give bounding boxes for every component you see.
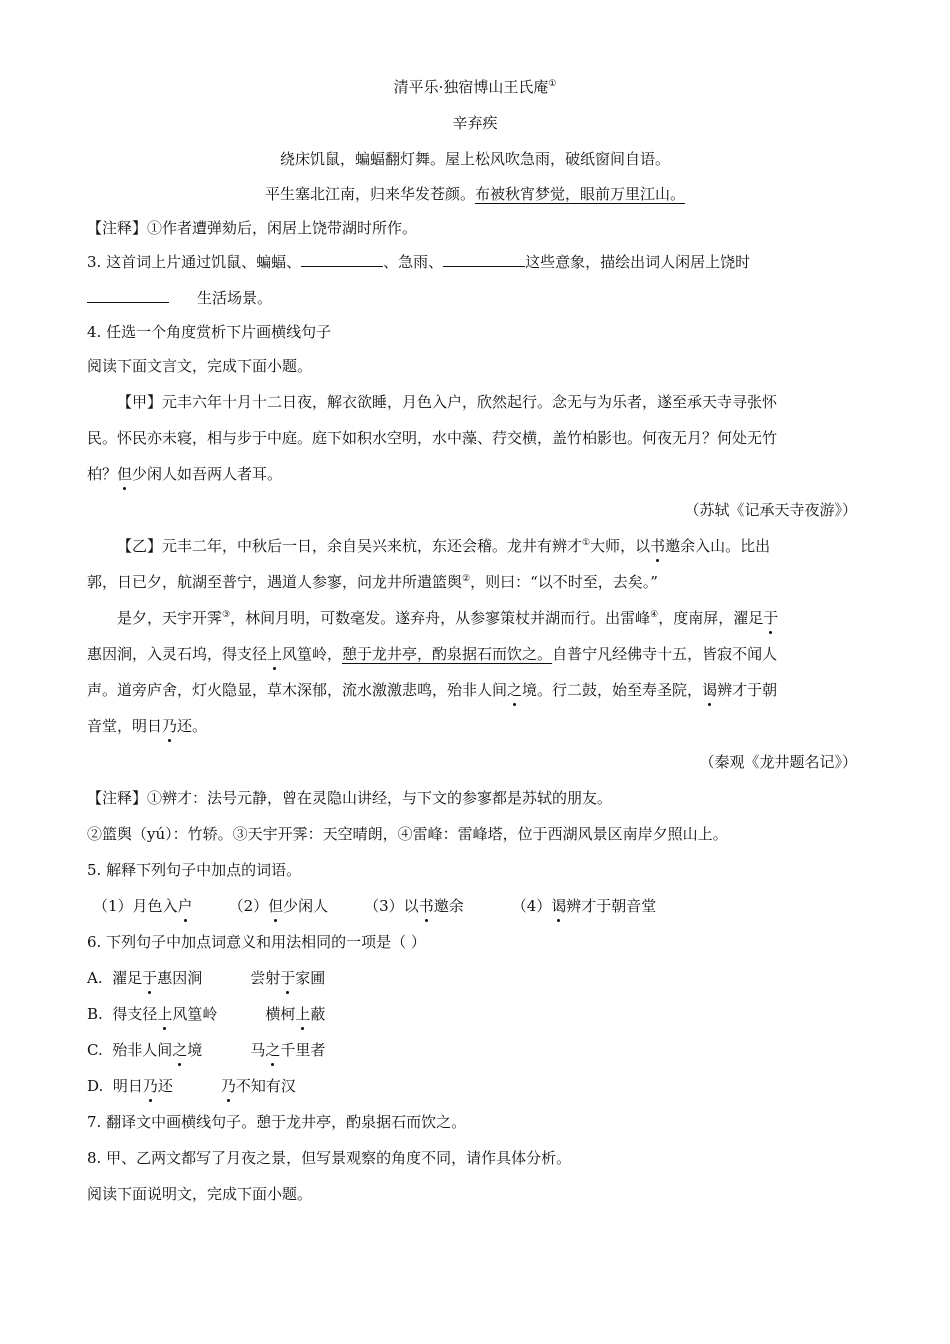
reading-intro-classical: 阅读下面文言文，完成下面小题。 — [87, 357, 313, 375]
passage-jia-line-3: 柏？但少闲人如吾两人者耳。 — [87, 465, 283, 483]
poem-note: 【注释】①作者遭弹劾后，闲居上饶带湖时所作。 — [87, 219, 418, 237]
question-4: 4. 任选一个角度赏析下片画横线句子 — [87, 323, 332, 341]
poem-author: 辛弃疾 — [452, 114, 498, 132]
footnote-mark: ① — [548, 79, 557, 89]
passage-notes-2: ②篮舆（yú）：竹轿。③天宇开霁：天空晴朗，④雷峰：雷峰塔，位于西湖风景区南岸夕照山上。 — [87, 825, 728, 843]
dotted-word: 乃 — [220, 1077, 236, 1095]
passage-yi-line-4: 惠因涧，入灵石坞，得支径上风篁岭，憩于龙井亭，酌泉据石而饮之。自普宁凡经佛寺十五，皆寂不闻人 — [87, 645, 778, 663]
reading-intro-expository: 阅读下面说明文，完成下面小题。 — [87, 1185, 313, 1203]
question-5-items: （1）月色入户 （2）但少闲人 （3）以书邀余 （4）谒辨才于朝音堂 — [93, 897, 657, 915]
answer-blank[interactable] — [301, 252, 383, 267]
dotted-word: 之 — [507, 681, 523, 699]
question-7: 7. 翻译文中画横线句子。憩于龙井亭，酌泉据石而饮之。 — [87, 1113, 467, 1131]
question-6: 6. 下列句子中加点词意义和用法相同的一项是（ ） — [87, 933, 426, 951]
passage-jia-line-1: 【甲】元丰六年十月十二日夜，解衣欲睡，月色入户，欣然起行。念无与为乐者，遂至承天寺寻张怀 — [117, 393, 778, 411]
passage-yi-line-5: 声。道旁庐舍，灯火隐显，草木深郁，流水激激悲鸣，殆非人间之境。行二鼓，始至寿圣院，谒辨才于朝 — [87, 681, 778, 699]
question-5: 5. 解释下列句子中加点的词语。 — [87, 861, 302, 879]
passage-jia-line-2: 民。怀民亦未寝，相与步于中庭。庭下如积水空明，水中藻、荇交横，盖竹柏影也。何夜无月？何处无竹 — [87, 429, 778, 447]
dotted-word: 上 — [267, 645, 283, 663]
footnote-mark: ③ — [222, 610, 231, 620]
question-3: 3. 这首词上片通过饥鼠、蝙蝠、 、急雨、 这些意象，描绘出词人闲居上饶时 — [87, 253, 751, 271]
footnote-mark: ④ — [650, 610, 659, 620]
option-c[interactable]: C. 殆非人间之境 马之千里者 — [87, 1041, 326, 1059]
option-d[interactable]: D. 明日乃还 乃不知有汉 — [87, 1077, 296, 1095]
footnote-mark: ① — [582, 538, 591, 548]
option-b[interactable]: B. 得支径上风篁岭 横柯上蔽 — [87, 1005, 326, 1023]
poem-title: 清平乐·独宿博山王氏庵① — [393, 78, 557, 96]
dotted-word: 谒 — [551, 897, 567, 915]
dotted-word: 上 — [295, 1005, 311, 1023]
dotted-word: 之 — [172, 1041, 188, 1059]
dotted-word: 于 — [763, 609, 779, 627]
dotted-word: 之 — [265, 1041, 281, 1059]
passage-yi-line-3: 是夕，天宇开霁③，林间月明，可数毫发。遂弃舟，从参寥策杖并湖而行。出雷峰④，度南屏，濯足于 — [117, 609, 779, 627]
passage-yi-line-1: 【乙】元丰二年，中秋后一日，余自吴兴来杭，东还会稽。龙井有辨才①大师，以书邀余入山。比出 — [117, 537, 771, 555]
passage-jia-source: （苏轼《记承天寺夜游》） — [684, 501, 857, 519]
poem-line-1: 绕床饥鼠，蝙蝠翻灯舞。屋上松风吹急雨，破纸窗间自语。 — [279, 150, 670, 168]
answer-blank[interactable] — [87, 288, 169, 303]
dotted-word: 乃 — [142, 1077, 158, 1095]
question-8: 8. 甲、乙两文都写了月夜之景，但写景观察的角度不同，请作具体分析。 — [87, 1149, 572, 1167]
option-a[interactable]: A. 濯足于惠因涧 尝射于家圃 — [87, 969, 326, 987]
dotted-word: 书 — [650, 537, 666, 555]
dotted-word: 上 — [157, 1005, 173, 1023]
question-3-cont: 生活场景。 — [87, 287, 272, 309]
passage-yi-source: （秦观《龙井题名记》） — [699, 753, 857, 771]
poem-line-2: 平生塞北江南，归来华发苍颜。布被秋宵梦觉，眼前万里江山。 — [264, 185, 686, 203]
dotted-word: 于 — [142, 969, 158, 987]
footnote-mark: ② — [462, 574, 471, 584]
dotted-word: 书 — [418, 897, 434, 915]
dotted-word: 乃 — [162, 717, 178, 735]
dotted-word: 于 — [280, 969, 296, 987]
underlined-sentence: 憩于龙井亭，酌泉据石而饮之。 — [342, 645, 553, 663]
passage-yi-line-2: 郭，日已夕，航湖至普宁，遇道人参寥，问龙井所遣篮舆②，则曰：“以不时至，去矣。” — [87, 573, 658, 591]
dotted-word: 谒 — [702, 681, 718, 699]
passage-notes-1: 【注释】①辨才：法号元静，曾在灵隐山讲经，与下文的参寥都是苏轼的朋友。 — [87, 789, 613, 807]
answer-blank[interactable] — [443, 252, 525, 267]
dotted-word: 但 — [117, 465, 133, 483]
passage-yi-line-6: 音堂，明日乃还。 — [87, 717, 208, 735]
dotted-word: 但 — [268, 897, 284, 915]
underlined-sentence: 布被秋宵梦觉，眼前万里江山。 — [475, 185, 686, 203]
dotted-word: 户 — [177, 897, 193, 915]
